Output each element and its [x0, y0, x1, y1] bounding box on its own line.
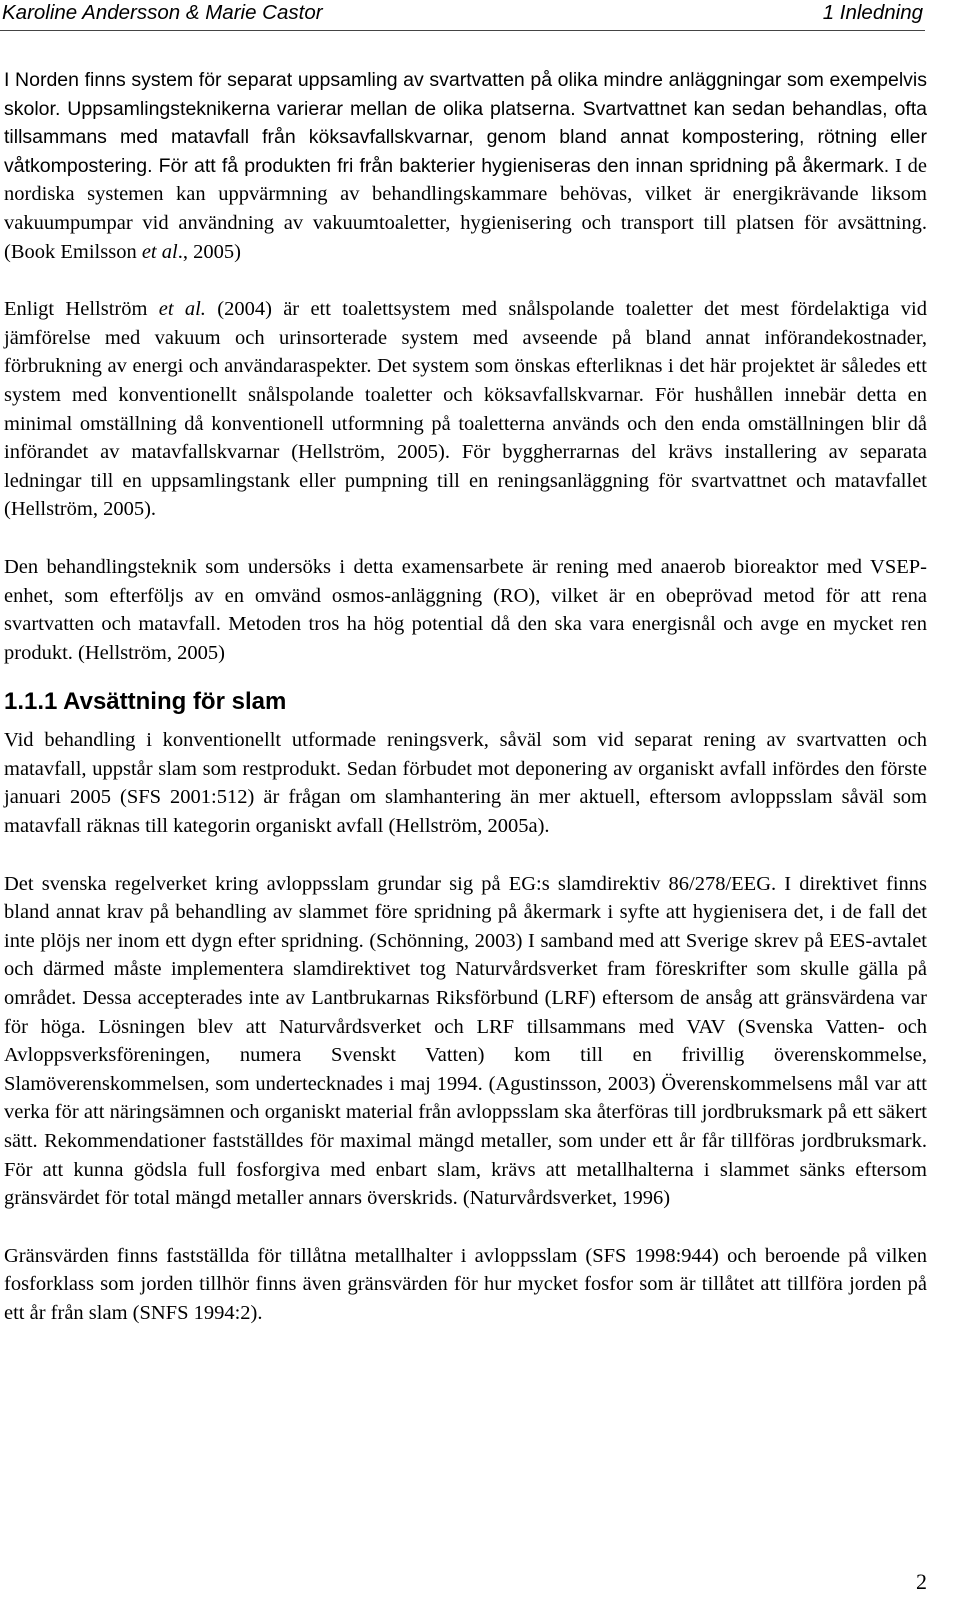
paragraph-1-part-4: ., 2005) [177, 240, 241, 263]
paragraph-1-et-al: et al [141, 240, 178, 263]
paragraph-5: Det svenska regelverket kring avloppsslam grundar sig på EG:s slamdirektiv 86/278/EEG. I direktivet finns bland annat krav på behandling av slammet före spridning på åkermark i syfte att hygienisera det, i de fall det inte plöjs ner inom ett dygn efter spridning. (Schönning, 2003) I samband med att Sverige skrev på EES-avtalet och därmed måste implementera slamdirektivet tog Naturvårdsverket fram föreskrifter som skulle gälla på området. Dessa accepterades inte av Lantbrukarnas Riksförbund (LRF) eftersom de ansåg att gränsvärdena var för höga. Lösningen blev att Naturvårdsverket och LRF tillsammans med VAV (Svenska Vatten- och Avloppsverksföreningen, numera Svenskt Vatten) kom till en frivillig överenskommelse, Slamöverenskommelsen, som undertecknades i maj 1994. (Agustinsson, 2003) Överenskommelsens mål var att verka för att näringsämnen och organiskt material från avloppsslam ska återföras till jordbruksmark på ett säkert sätt. Rekommendationer fastställdes för maximal mängd metaller, som under ett år får tillföras jordbruksmark. För att kunna gödsla full fosforgiva med enbart slam, krävs att metallhalterna i slammet sänks eftersom gränsvärdet för total mängd metaller annars överskrids. (Naturvårdsverket, 1996) [4, 872, 927, 1210]
paragraph-2 [4, 295, 927, 524]
paragraph-6: Gränsvärden finns fastställda för tillåtna metallhalter i avloppsslam (SFS 1998:944) och beroende på vilken fosforklass som jorden tillhör finns även gränsvärden för hur mycket fosfor som är tillåtet att tillföra jorden på ett år från slam (SNFS 1994:2). [4, 1244, 927, 1324]
paragraph-1-part-2: Svartvattnet kan sedan behandlas, ofta tillsammans med matavfall från köksavfallskvarnar, genom bland annat kompostering, rötning eller våtkompostering. För att få produkten fri från bakterier hygieniseras den innan spridning på åkermark. [4, 97, 928, 177]
paragraph-4: Vid behandling i konventionellt utformade reningsverk, såväl som vid separat rening av svartvatten och matavfall, uppstår slam som restprodukt. Sedan förbudet mot deponering av organiskt avfall infördes den förste januari 2005 (SFS 2001:512) är frågan om slamhantering än mer aktuell, eftersom avloppsslam såväl som matavfall räknas till kategorin organiskt avfall (Hellström, 2005a). [4, 729, 927, 838]
paragraph-1 [4, 66, 927, 266]
paragraph-1-part-1: I Norden finns system för separat uppsamling av svartvatten på olika mindre anläggningar som exempelvis skolor. Uppsamlingsteknikerna varierar mellan de olika platserna. [4, 69, 927, 120]
paragraph-2-et-al: et al. [158, 298, 206, 321]
paragraph-1-part-3: I de nordiska systemen kan uppvärmning av behandlingskammare behövas, vilket är energikrävande liksom vakuumpumpar vid användning av vakuumtoaletter, hygienisering och transport till platsen för avsättning. (Book Emilsson [4, 154, 927, 263]
header-authors: Karoline Andersson & Marie Castor [2, 1, 323, 24]
body-text [4, 66, 927, 1357]
paragraph-2-part-2: (2004) är ett toalettsystem med snålspolande toaletter det mest fördelaktiga vid jämförelse med vakuum och urinsorterade system med avseende på bland annat införandekostnader, förbrukning av energi och användaraspekter. Det system som önskas efterliknas i det här projektet är således ett system med konventionellt snålspolande toaletter och köksavfallskvarnar. För hushållen innebär detta en minimal omställning då konventionell utformning på toaletterna används och den enda omställningen blir då införandet av matavfallskvarnar (Hellström, 2005). För byggherrarnas del krävs installering av separata ledningar till en uppsamlingstank eller pumpning till en reningsanläggning för svartvattnet och matavfallet (Hellström, 2005). [4, 298, 927, 521]
running-header [0, 0, 925, 31]
header-chapter: 1 Inledning [822, 1, 923, 24]
page-number: 2 [916, 1569, 927, 1594]
section-heading: 1.1.1 Avsättning för slam [4, 688, 287, 716]
paragraph-2-part-1: Enligt Hellström [4, 298, 159, 321]
paragraph-3: Den behandlingsteknik som undersöks i detta examensarbete är rening med anaerob bioreaktor med VSEP-enhet, som efterföljs av en omvänd osmos-anläggning (RO), vilket är en obeprövad metod för att rena svartvatten och matavfall. Metoden tros ha hög potential då den ska vara energisnål och avge en mycket ren produkt. (Hellström, 2005) [4, 555, 927, 664]
